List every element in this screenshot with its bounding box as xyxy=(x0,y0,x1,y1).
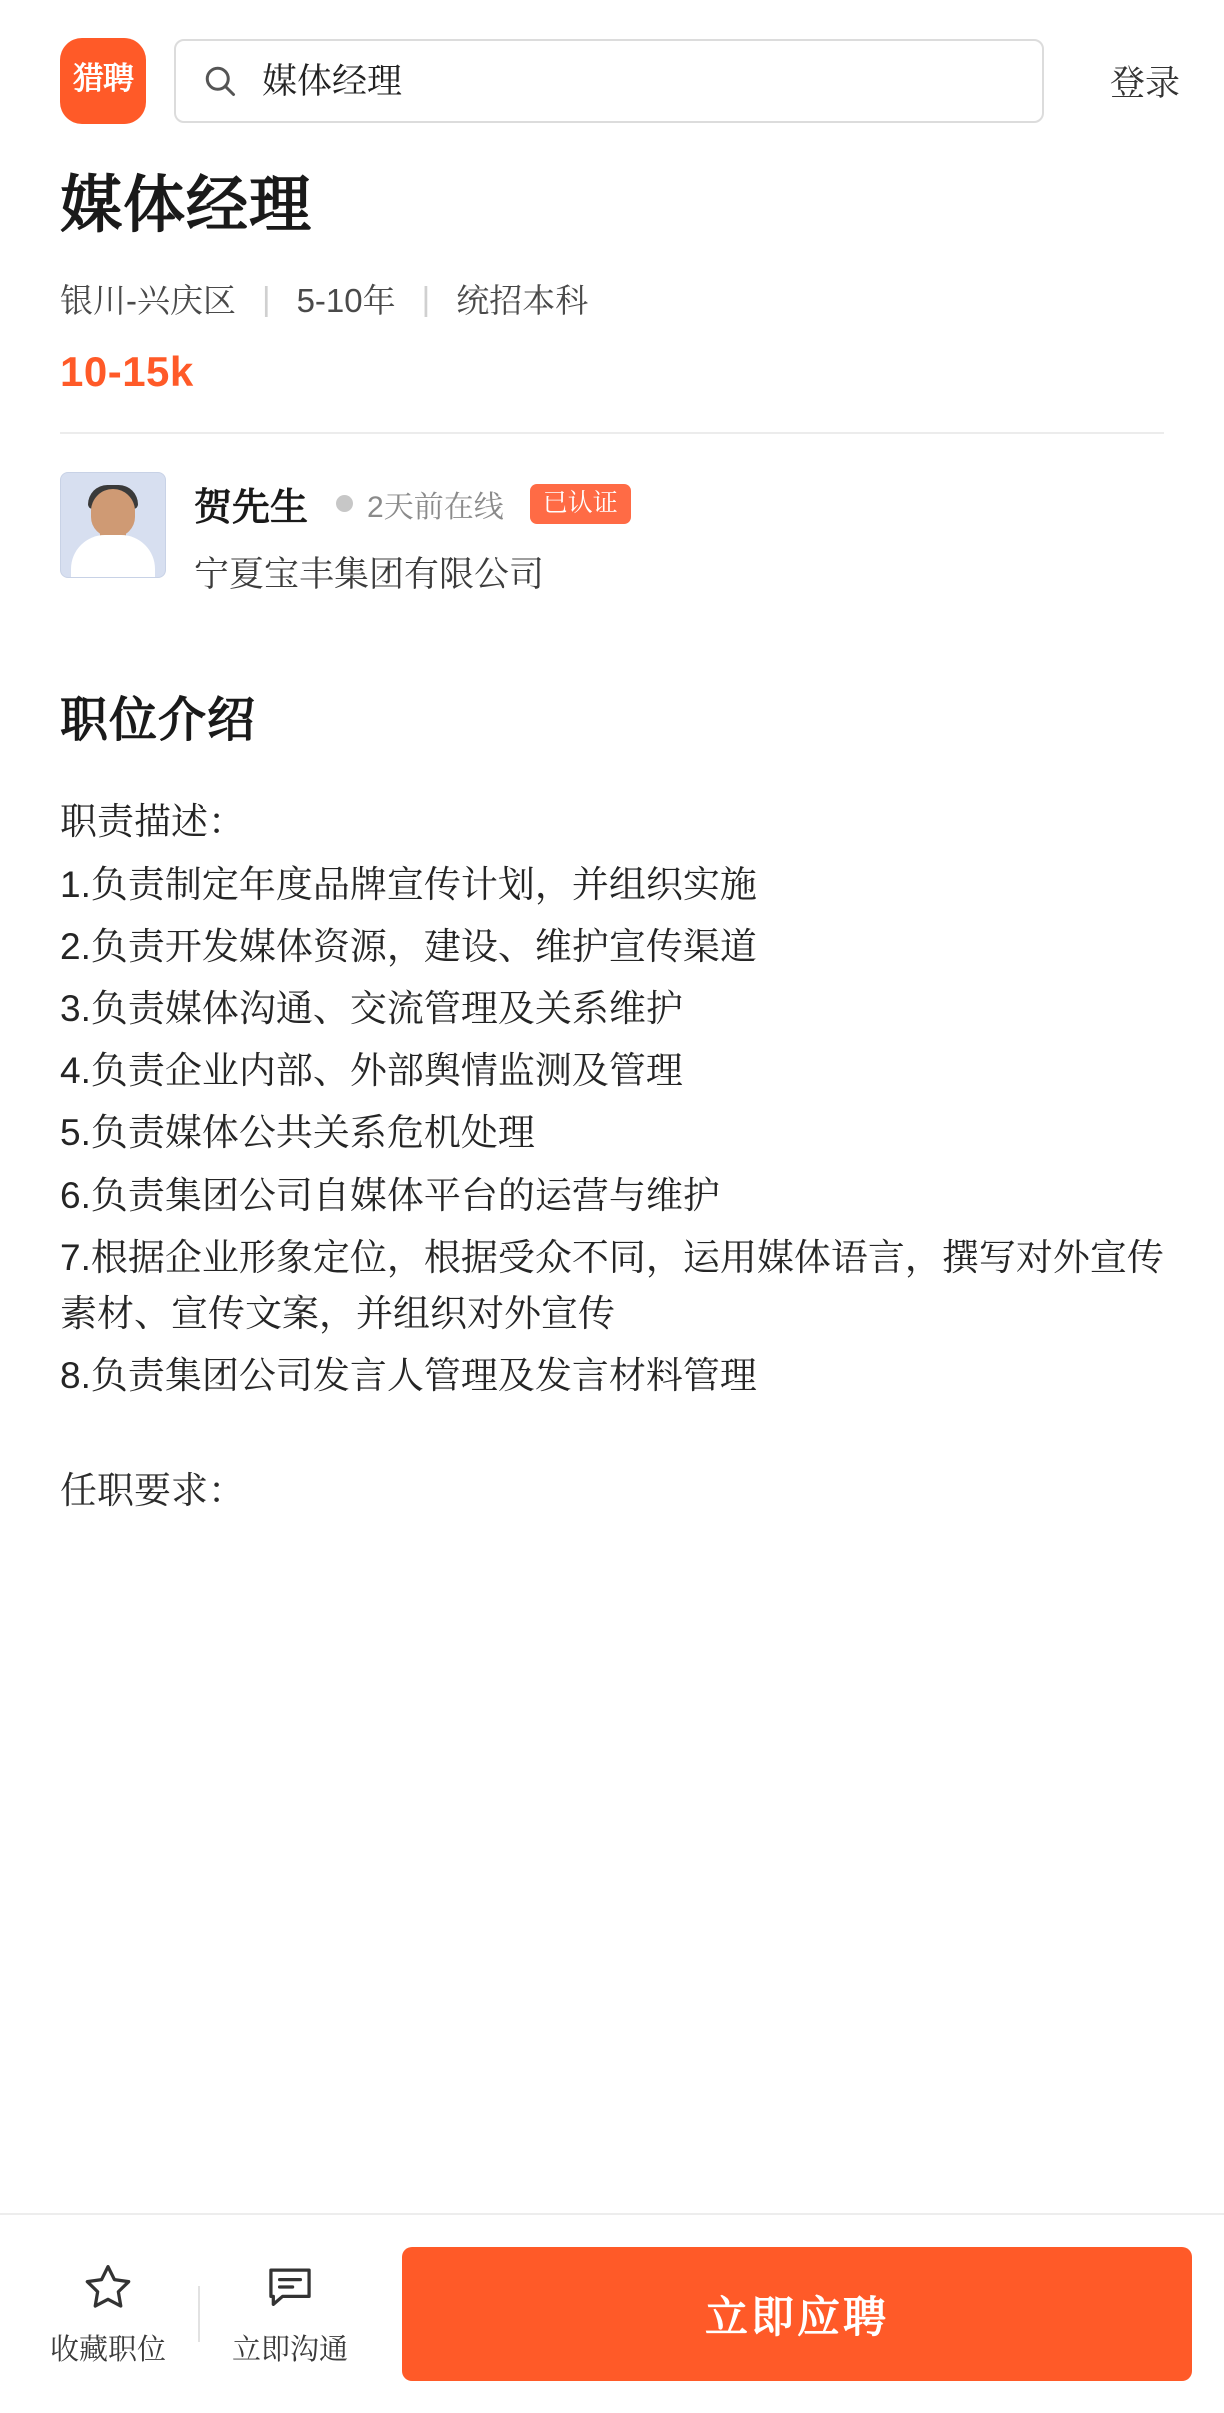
recruiter-name-row xyxy=(194,476,631,531)
requirements-heading: 任职要求： xyxy=(60,1469,245,1511)
desc-line: 职责描述： xyxy=(60,801,245,843)
desc-line: 7.根据企业形象定位，根据受众不同，运用媒体语言，撰写对外宣传素材、宣传文案，并组织对外宣传 xyxy=(60,1236,1164,1335)
desc-line: 5.负责媒体公共关系危机处理 xyxy=(60,1112,535,1154)
job-description-body xyxy=(60,794,1164,1519)
recruiter-card[interactable] xyxy=(0,434,1224,597)
status-badge: 已认证 xyxy=(530,484,631,524)
recruiter-info xyxy=(194,472,631,597)
desc-line: 2.负责开发媒体资源，建设、维护宣传渠道 xyxy=(60,925,757,967)
bottom-bar-separator xyxy=(198,2286,200,2342)
scroll-fade xyxy=(0,2187,1224,2213)
job-experience: 5-10年 xyxy=(296,282,396,320)
avatar xyxy=(60,472,166,578)
recruiter-name: 贺先生 xyxy=(194,487,309,530)
star-icon xyxy=(81,2261,135,2313)
desc-line: 3.负责媒体沟通、交流管理及关系维护 xyxy=(60,988,683,1029)
search-input[interactable] xyxy=(174,39,1044,123)
login-button[interactable]: 登录 xyxy=(1109,64,1180,103)
recruiter-company[interactable]: 宁夏宝丰集团有限公司 xyxy=(194,555,545,595)
meta-separator-1: | xyxy=(262,279,271,317)
page-title: 媒体经理 xyxy=(60,171,313,240)
desc-line: 6.负责集团公司自媒体平台的运营与维护 xyxy=(60,1174,720,1216)
apply-button[interactable]: 立即应聘 xyxy=(402,2247,1192,2381)
favorite-button[interactable] xyxy=(32,2261,184,2368)
app-header xyxy=(0,0,1224,150)
recruiter-status: 2天前在线 xyxy=(367,490,504,524)
search-input-value: 媒体经理 xyxy=(262,61,403,101)
message-icon xyxy=(263,2261,317,2313)
meta-separator-2: | xyxy=(421,279,431,317)
chat-label: 立即沟通 xyxy=(231,2333,348,2366)
desc-line: 8.负责集团公司发言人管理及发言材料管理 xyxy=(60,1355,757,1397)
avatar-body xyxy=(71,535,155,577)
job-location: 银川-兴庆区 xyxy=(60,282,236,320)
job-education: 统招本科 xyxy=(456,282,589,320)
job-summary xyxy=(0,150,1224,396)
logo-label: 猎聘 xyxy=(73,60,133,96)
search-icon xyxy=(202,63,238,99)
favorite-label: 收藏职位 xyxy=(49,2333,166,2366)
section-title: 职位介绍 xyxy=(60,694,257,748)
desc-line: 4.负责企业内部、外部舆情监测及管理 xyxy=(60,1050,683,1092)
liepin-logo[interactable] xyxy=(60,38,146,124)
job-meta xyxy=(60,275,1164,322)
job-description-section xyxy=(0,597,1224,1519)
bottom-action-bar xyxy=(0,2213,1224,2413)
job-salary: 10-15k xyxy=(60,348,194,396)
desc-line: 1.负责制定年度品牌宣传计划，并组织实施 xyxy=(60,863,757,905)
online-dot-icon xyxy=(336,495,353,512)
paragraph-gap xyxy=(60,1411,1164,1463)
chat-button[interactable] xyxy=(214,2261,366,2368)
